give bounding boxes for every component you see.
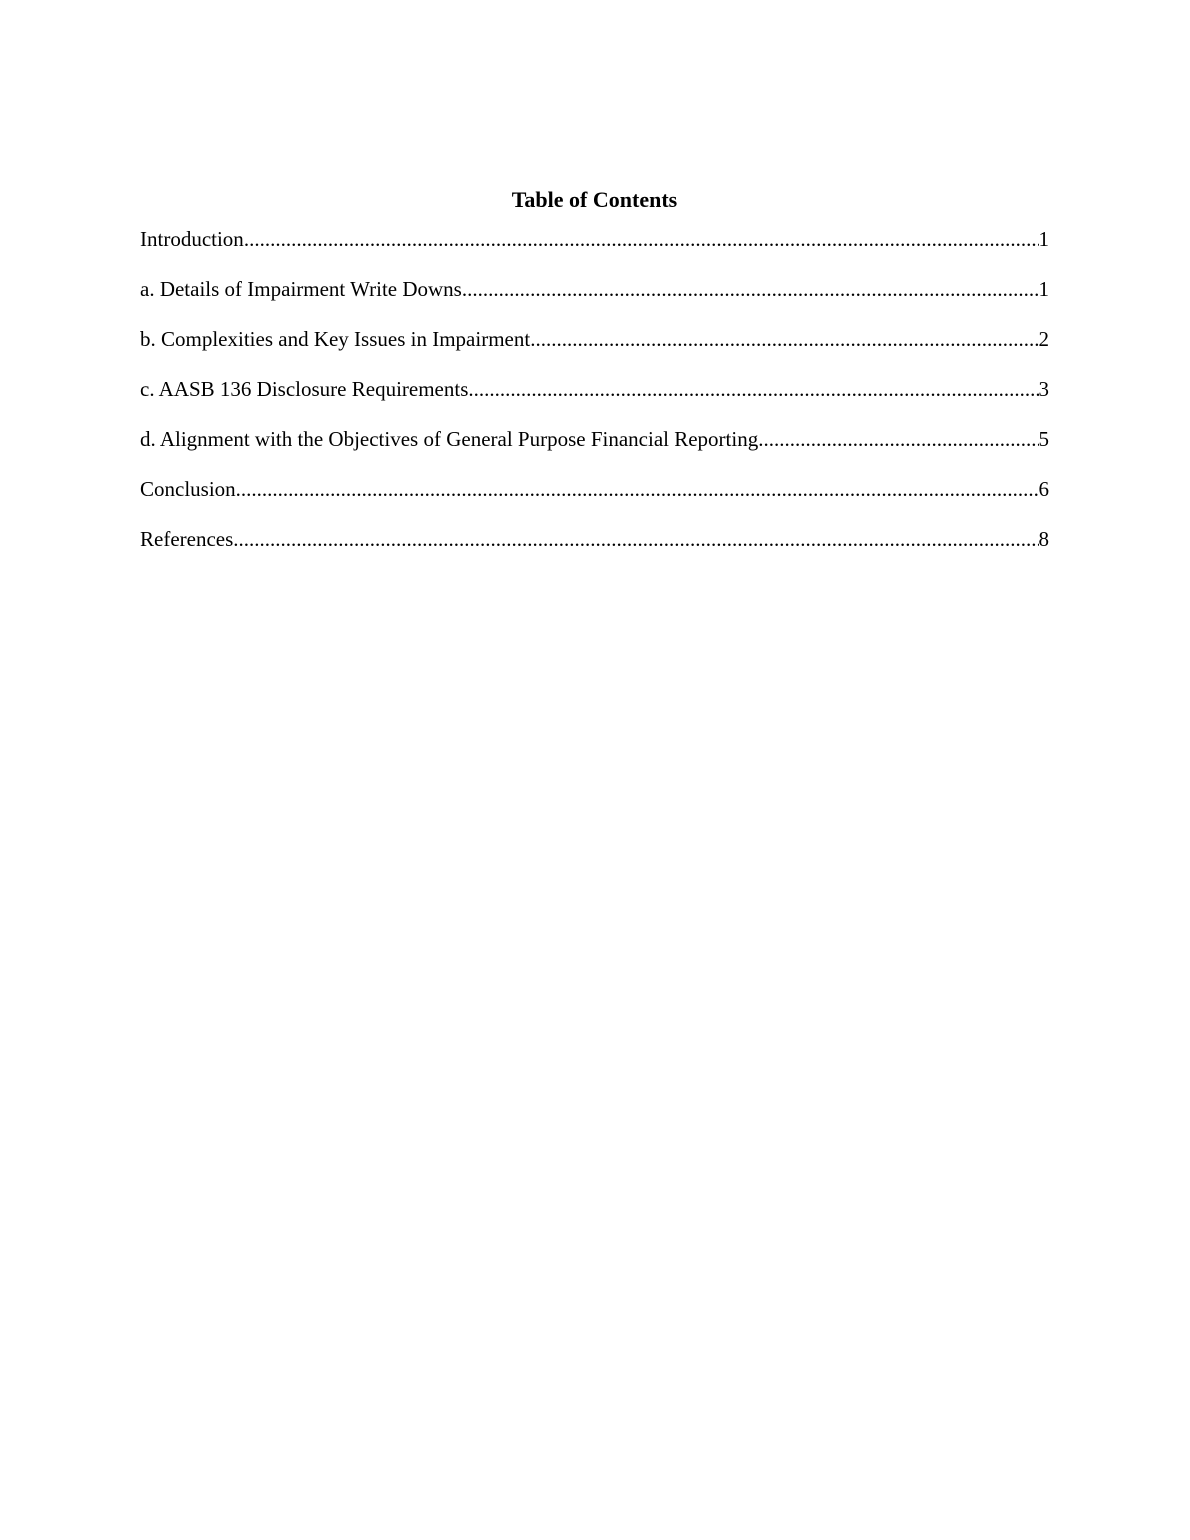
toc-dot-leader <box>530 326 1038 352</box>
toc-dot-leader <box>462 276 1039 302</box>
toc-list <box>140 226 1049 552</box>
toc-entry-references[interactable] <box>140 526 1049 552</box>
toc-title: Table of Contents <box>511 187 678 212</box>
toc-entry-label: d. Alignment with the Objectives of General Purpose Financial Reporting <box>140 427 759 451</box>
table-of-contents <box>140 186 1049 576</box>
toc-entry-label: b. Complexities and Key Issues in Impairment <box>140 327 531 351</box>
toc-dot-leader <box>758 426 1038 452</box>
toc-entry-label: c. AASB 136 Disclosure Requirements <box>140 377 469 401</box>
toc-entry-impairment-write-downs[interactable] <box>140 276 1049 302</box>
toc-entry-label: Introduction <box>140 227 244 251</box>
toc-dot-leader <box>468 376 1038 402</box>
toc-entry-aasb-136-disclosure[interactable] <box>140 376 1049 402</box>
toc-entry-conclusion[interactable] <box>140 476 1049 502</box>
toc-entry-page-number: 1 <box>1038 227 1049 251</box>
toc-entry-complexities[interactable] <box>140 326 1049 352</box>
toc-entry-label: References <box>140 527 234 551</box>
toc-entry-label: Conclusion <box>140 477 236 501</box>
toc-dot-leader <box>244 226 1039 252</box>
toc-entry-page-number: 3 <box>1038 377 1049 401</box>
toc-entry-page-number: 5 <box>1038 427 1049 451</box>
toc-entry-label: a. Details of Impairment Write Downs <box>140 277 462 301</box>
toc-dot-leader <box>233 526 1038 552</box>
toc-entry-page-number: 2 <box>1038 327 1049 351</box>
toc-dot-leader <box>236 476 1039 502</box>
toc-entry-page-number: 6 <box>1038 477 1049 501</box>
toc-entry-page-number: 8 <box>1038 527 1049 551</box>
toc-entry-alignment-objectives[interactable] <box>140 426 1049 452</box>
toc-entry-introduction[interactable] <box>140 226 1049 252</box>
toc-entry-page-number: 1 <box>1038 277 1049 301</box>
